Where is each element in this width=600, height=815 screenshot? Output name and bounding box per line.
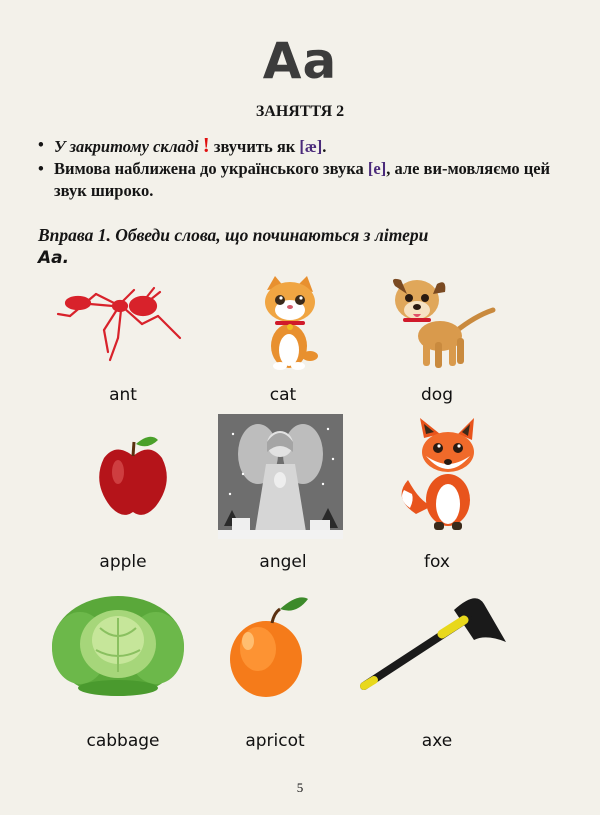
lesson-title: ЗАНЯТТЯ 2	[255, 103, 345, 120]
word-label: axe	[421, 731, 453, 751]
bullet-dot: •	[38, 159, 44, 178]
angel-icon	[218, 414, 343, 539]
ant-icon	[48, 286, 188, 366]
exclamation-mark: !	[202, 133, 210, 157]
rule-1-text: звучить як	[209, 137, 300, 156]
word-label: cat	[269, 385, 297, 405]
word-label: ant	[109, 385, 137, 405]
rule-1-italic: У закритому складі	[54, 137, 199, 156]
word-label: fox	[424, 552, 450, 572]
bullet-dot: •	[38, 135, 44, 154]
word-label: apricot	[245, 731, 305, 751]
word-label: dog	[421, 385, 453, 405]
rule-2-ipa: [e]	[367, 159, 387, 178]
exercise-letters: Aa.	[38, 248, 70, 268]
rule-2-text: Вимова наближена до українського звука	[54, 159, 368, 178]
word-label: cabbage	[86, 731, 160, 751]
cabbage-icon	[50, 588, 186, 698]
rule-1-ipa: [æ]	[299, 137, 323, 156]
rule-2-end: , але ви-мовляємо цей звук широко.	[54, 159, 551, 200]
fox-icon	[398, 418, 490, 532]
exercise-text: Вправа 1. Обведи слова, що починаються з літери	[38, 225, 429, 245]
apple-icon	[96, 432, 170, 518]
big-letter-heading: Aa	[262, 32, 338, 90]
word-label: angel	[259, 552, 307, 572]
word-label: apple	[99, 552, 147, 572]
apricot-icon	[228, 593, 312, 699]
axe-icon	[356, 590, 506, 694]
dog-icon	[385, 276, 500, 372]
page-number: 5	[296, 780, 304, 795]
cat-icon	[255, 276, 325, 372]
rule-1-end: .	[322, 137, 327, 156]
